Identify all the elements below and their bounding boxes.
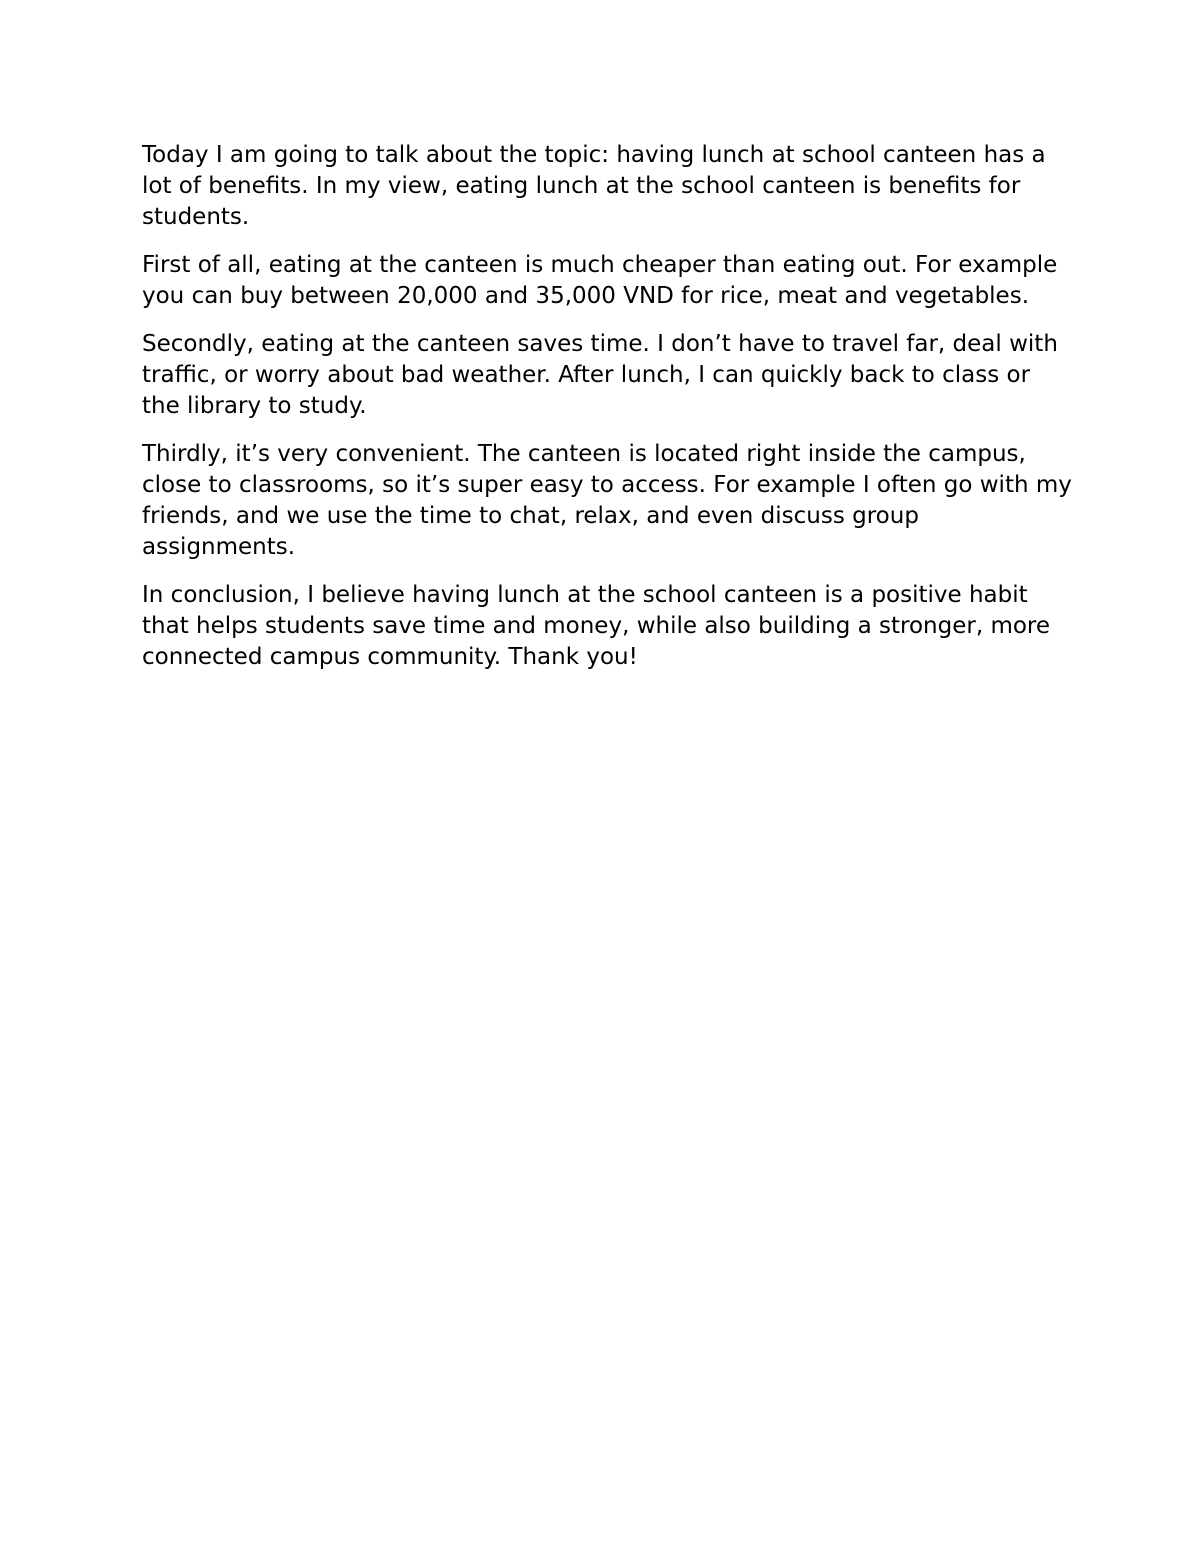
paragraph-third-point: Thirdly, it’s very convenient. The canteen is located right inside the campus, close to classrooms, so it’s super easy to access. For example I often go with my friends, and we use the time to chat, relax, and even discuss group assignments. <box>142 441 1072 560</box>
paragraph-first-point: First of all, eating at the canteen is much cheaper than eating out. For example you can buy between 20,000 and 35,000 VND for rice, meat and vegetables. <box>142 252 1058 309</box>
paragraph-conclusion: In conclusion, I believe having lunch at the school canteen is a positive habit that helps students save time and money, while also building a stronger, more connected campus community. Thank you! <box>142 582 1051 670</box>
paragraph-second-point: Secondly, eating at the canteen saves time. I don’t have to travel far, deal with traffic, or worry about bad weather. After lunch, I can quickly back to class or the library to study. <box>142 331 1058 419</box>
document-body <box>142 140 1072 690</box>
paragraph-introduction: Today I am going to talk about the topic: having lunch at school canteen has a lot of benefits. In my view, eating lunch at the school canteen is benefits for students. <box>142 142 1046 230</box>
